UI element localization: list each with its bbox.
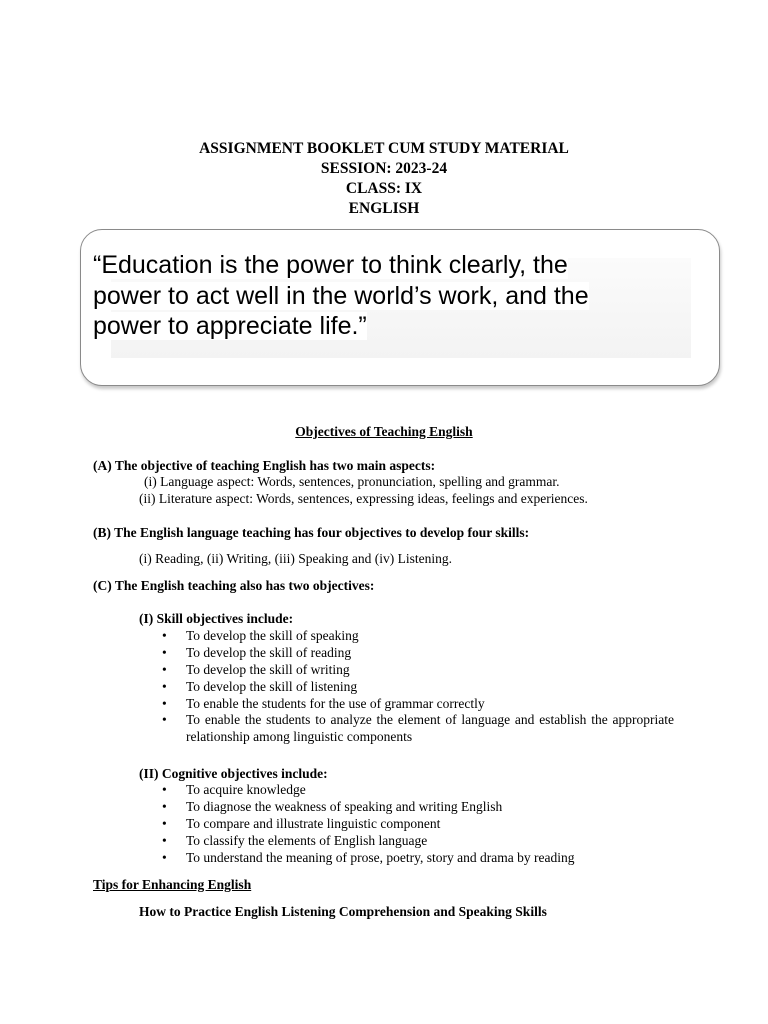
bullet-icon: • (162, 799, 167, 814)
section-c-heading: (C) The English teaching also has two objectives: (93, 578, 375, 593)
quote-text (93, 250, 693, 342)
bullet-icon: • (162, 645, 167, 660)
bullet-icon: • (162, 833, 167, 848)
section-a-heading: (A) The objective of teaching English has two main aspects: (93, 458, 436, 473)
bullet-icon: • (162, 628, 167, 643)
objectives-title: Objectives of Teaching English (295, 424, 473, 439)
list-item: To enable the students for the use of grammar correctly (186, 696, 485, 711)
header-subject: ENGLISH (348, 200, 420, 217)
tips-subheading: How to Practice English Listening Comprehension and Speaking Skills (139, 904, 547, 919)
list-item: To develop the skill of writing (186, 662, 350, 677)
list-item: To compare and illustrate linguistic component (186, 816, 441, 831)
cognitive-objectives-heading: (II) Cognitive objectives include: (139, 766, 328, 781)
bullet-icon: • (162, 782, 167, 797)
bullet-icon: • (162, 696, 167, 711)
bullet-icon: • (162, 662, 167, 677)
section-a-item-2: (ii) Literature aspect: Words, sentences, expressing ideas, feelings and experiences. (139, 491, 588, 506)
list-item: To understand the meaning of prose, poetry, story and drama by reading (186, 850, 575, 865)
list-item: To enable the students to analyze the element of language and establish the appropriate relationship among linguistic components (186, 712, 674, 744)
section-b-heading: (B) The English language teaching has four objectives to develop four skills: (93, 525, 530, 540)
header-class: CLASS: IX (345, 180, 423, 197)
section-a-item-1: (i) Language aspect: Words, sentences, pronunciation, spelling and grammar. (144, 474, 560, 489)
skill-objectives-heading: (I) Skill objectives include: (139, 611, 294, 626)
list-item: To diagnose the weakness of speaking and writing English (186, 799, 503, 814)
bullet-icon: • (162, 816, 167, 831)
list-item: To classify the elements of English language (186, 833, 428, 848)
list-item: To develop the skill of speaking (186, 628, 359, 643)
bullet-icon: • (162, 679, 167, 694)
quote-line-1: “Education is the power to think clearly, the (93, 251, 568, 279)
tips-heading: Tips for Enhancing English (93, 877, 252, 892)
header-session: SESSION: 2023-24 (320, 160, 448, 177)
list-item: To acquire knowledge (186, 782, 306, 797)
header-title: ASSIGNMENT BOOKLET CUM STUDY MATERIAL (199, 140, 569, 157)
document-header (0, 139, 768, 219)
bullet-icon: • (162, 850, 167, 865)
list-item: To develop the skill of listening (186, 679, 358, 694)
bullet-icon: • (162, 712, 167, 727)
quote-line-2: power to act well in the world’s work, and the (93, 281, 589, 310)
quote-line-3: power to appreciate life.” (93, 312, 367, 340)
list-item: To develop the skill of reading (186, 645, 352, 660)
section-b-item: (i) Reading, (ii) Writing, (iii) Speaking and (iv) Listening. (139, 551, 453, 566)
